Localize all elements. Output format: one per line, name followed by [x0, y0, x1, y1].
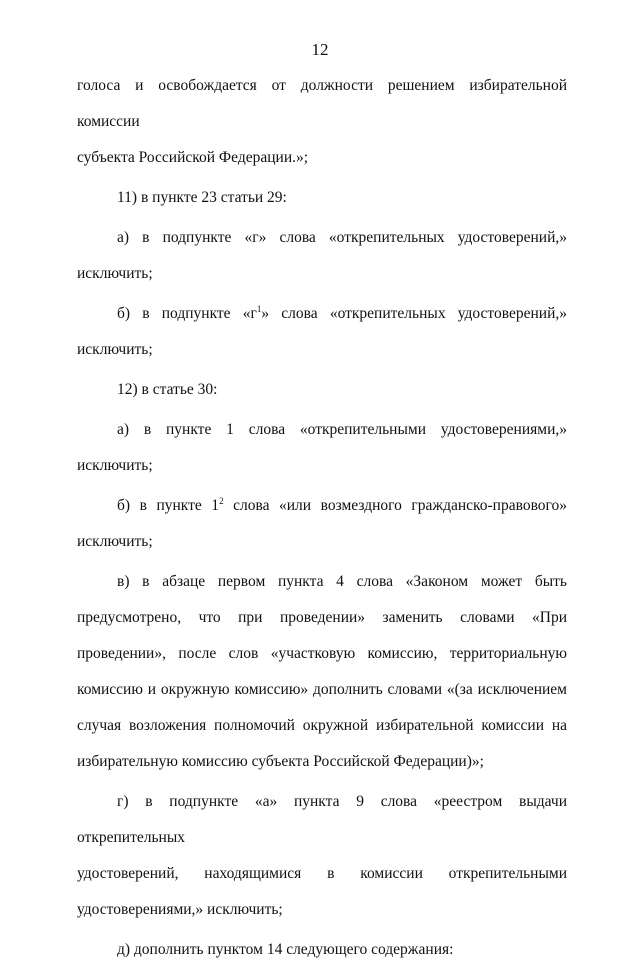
paragraph-line: предусмотрено, что при проведении» заменить словами «При [77, 609, 567, 626]
page-number: 12 [311, 40, 329, 59]
paragraph-line: избирательную комиссию субъекта Российской Федерации)»; [77, 753, 484, 770]
paragraph-subitem-d: д) дополнить пунктом 14 следующего содержания: [117, 941, 454, 958]
paragraph-subitem-g: г) в подпункте «а» пункта 9 слова «реестром выдачи открепительных [77, 793, 567, 846]
paragraph-subitem-b [77, 488, 567, 524]
paragraph-subitem-b [77, 296, 567, 332]
paragraph-line: исключить; [77, 533, 153, 550]
paragraph-line: удостоверений, находящимися в комиссии открепительными [77, 865, 567, 882]
paragraph-line: исключить; [77, 457, 153, 474]
document-body [77, 68, 567, 968]
paragraph-line: исключить; [77, 265, 153, 282]
text-fragment: слова «или возмездного гражданско-правового» [223, 497, 567, 514]
paragraph-line: удостоверениями,» исключить; [77, 901, 283, 918]
paragraph-line: голоса и освобождается от должности решением избирательной комиссии [77, 77, 567, 130]
superscript: 2 [219, 496, 224, 506]
paragraph-line: комиссию и окружную комиссию» дополнить словами «(за исключением [77, 681, 567, 698]
paragraph-line: проведении», после слов «участковую комиссию, территориальную [77, 645, 567, 662]
text-fragment: б) в пункте 1 [117, 497, 220, 514]
paragraph-item-12: 12) в статье 30: [117, 381, 218, 398]
paragraph-line: исключить; [77, 341, 153, 358]
superscript: 1 [256, 304, 262, 314]
paragraph-subitem-a: а) в подпункте «г» слова «открепительных удостоверений,» [117, 229, 567, 246]
text-fragment: б) в подпункте «г [117, 305, 257, 322]
paragraph-subitem-v: в) в абзаце первом пункта 4 слова «Законом может быть [117, 573, 567, 590]
text-fragment: » слова «открепительных удостоверений,» [261, 305, 567, 322]
paragraph-line: субъекта Российской Федерации.»; [77, 149, 309, 166]
paragraph-subitem-a: а) в пункте 1 слова «открепительными удостоверениями,» [117, 421, 567, 438]
paragraph-item-11: 11) в пункте 23 статьи 29: [117, 189, 287, 206]
paragraph-line: случая возложения полномочий окружной избирательной комиссии на [77, 717, 567, 734]
